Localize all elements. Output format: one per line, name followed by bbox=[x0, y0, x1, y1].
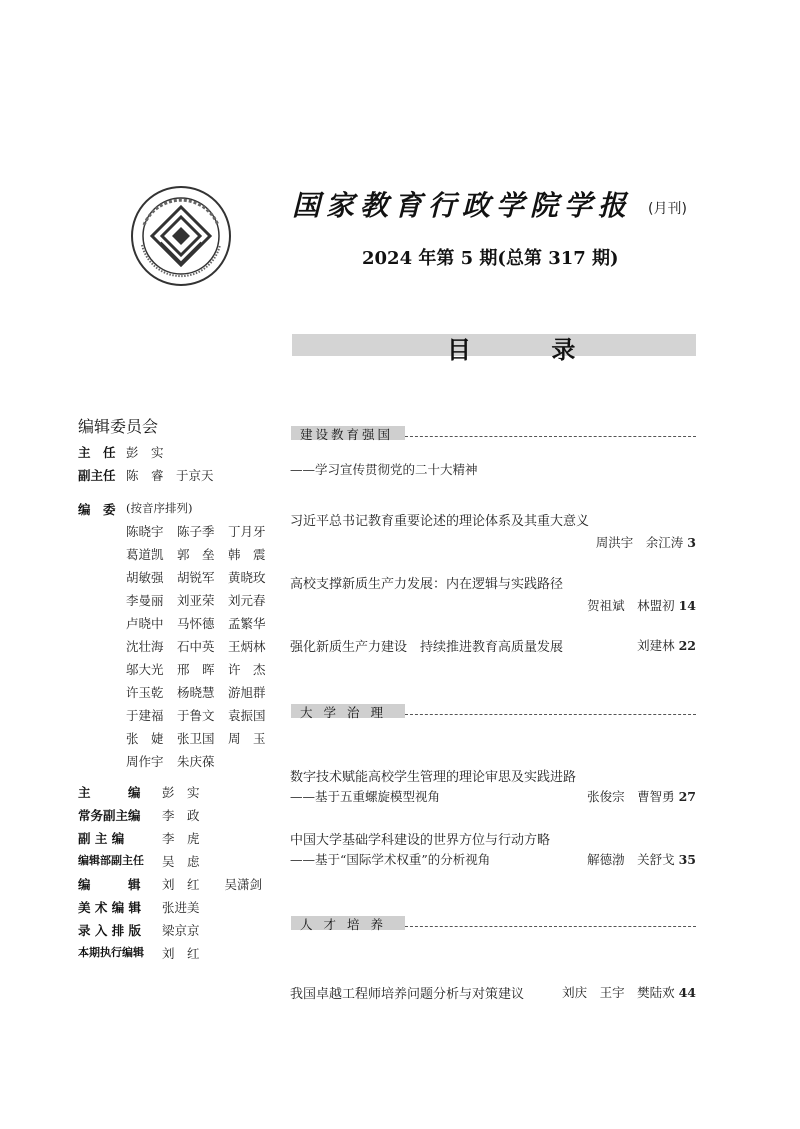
article-meta bbox=[587, 787, 696, 805]
staff-label: 常务副主编 bbox=[78, 808, 141, 823]
article-title[interactable]: 高校支撑新质生产力发展：内在逻辑与实践路径 bbox=[290, 577, 564, 592]
member-name: 丁月牙 bbox=[228, 524, 266, 539]
article-title[interactable]: 中国大学基础学科建设的世界方位与行动方略 bbox=[290, 833, 551, 848]
article-authors: 解德渤 关舒戈 bbox=[587, 852, 675, 867]
member-name: 郭 垒 bbox=[177, 547, 215, 562]
member-row bbox=[126, 568, 276, 586]
member-name: 邬大光 bbox=[126, 662, 164, 677]
section-divider bbox=[405, 926, 696, 927]
member-row bbox=[126, 545, 276, 563]
staff-name: 吴 虑 bbox=[162, 854, 200, 869]
section-name: 人才培养 bbox=[300, 917, 395, 932]
article-row bbox=[290, 787, 696, 805]
article-page: 3 bbox=[687, 535, 696, 550]
article-title[interactable]: 强化新质生产力建设 持续推进教育高质量发展 bbox=[290, 640, 564, 655]
member-name: 卢晓中 bbox=[126, 616, 164, 631]
member-name: 邢 晖 bbox=[177, 662, 215, 677]
article-meta bbox=[587, 850, 696, 868]
board-title: 编辑委员会 bbox=[78, 417, 159, 436]
member-name: 周作宇 bbox=[126, 754, 164, 769]
staff-label: 主 编 bbox=[78, 785, 141, 800]
member-row bbox=[126, 706, 276, 724]
article-row bbox=[290, 850, 696, 868]
article-subtitle: ——基于五重螺旋模型视角 bbox=[290, 789, 441, 804]
director-name: 彭 实 bbox=[126, 445, 164, 460]
article-title[interactable]: 我国卓越工程师培养问题分析与对策建议 bbox=[290, 987, 525, 1002]
staff-name: 彭 实 bbox=[162, 785, 200, 800]
member-name: 沈壮海 bbox=[126, 639, 164, 654]
member-name: 张 婕 bbox=[126, 731, 164, 746]
article-meta bbox=[596, 533, 696, 551]
issue-number: 2024 年第 5 期(总第 317 期) bbox=[362, 248, 619, 269]
article-title[interactable]: 习近平总书记教育重要论述的理论体系及其重大意义 bbox=[290, 514, 590, 529]
article-page: 44 bbox=[678, 985, 696, 1000]
member-name: 石中英 bbox=[177, 639, 215, 654]
member-name: 许 杰 bbox=[228, 662, 266, 677]
member-name: 马怀德 bbox=[177, 616, 215, 631]
member-name: 许玉乾 bbox=[126, 685, 164, 700]
member-row bbox=[126, 660, 276, 678]
member-name: 胡锐军 bbox=[177, 570, 215, 585]
member-row bbox=[126, 522, 276, 540]
staff-label: 副 主 编 bbox=[78, 831, 125, 846]
article-meta bbox=[587, 596, 696, 614]
staff-name: 张进美 bbox=[162, 900, 200, 915]
staff-label: 编辑部副主任 bbox=[78, 854, 144, 867]
staff-label: 录 入 排 版 bbox=[78, 923, 142, 938]
deputy-names: 陈 睿 于京天 bbox=[126, 468, 214, 483]
staff-name: 刘 红 吴潇剑 bbox=[162, 877, 263, 892]
member-name: 葛道凯 bbox=[126, 547, 164, 562]
member-name: 韩 震 bbox=[228, 547, 266, 562]
section-header bbox=[291, 704, 696, 718]
article-page: 27 bbox=[678, 789, 696, 804]
member-name: 袁振国 bbox=[228, 708, 266, 723]
member-row bbox=[126, 591, 276, 609]
member-name: 周 玉 bbox=[228, 731, 266, 746]
staff-label: 美 术 编 辑 bbox=[78, 900, 142, 915]
member-row bbox=[126, 752, 276, 770]
member-name: 于鲁文 bbox=[177, 708, 215, 723]
member-name: 黄晓玫 bbox=[228, 570, 266, 585]
article-row bbox=[290, 636, 696, 655]
section-subtitle: ——学习宣传贯彻党的二十大精神 bbox=[290, 462, 478, 477]
member-name: 张卫国 bbox=[177, 731, 215, 746]
member-row bbox=[126, 614, 276, 632]
member-name: 陈晓宇 bbox=[126, 524, 164, 539]
article-row bbox=[290, 983, 696, 1002]
article-authors: 贺祖斌 林盟初 bbox=[587, 598, 675, 613]
article-authors: 周洪宇 余江涛 bbox=[595, 535, 684, 550]
member-name: 李曼丽 bbox=[126, 593, 164, 608]
article-title[interactable]: 数字技术赋能高校学生管理的理论审思及实践进路 bbox=[290, 770, 577, 785]
member-row bbox=[126, 729, 276, 747]
toc-heading: 目 录 bbox=[447, 336, 612, 364]
article-authors: 刘庆 王宇 樊陆欢 bbox=[562, 985, 675, 1000]
member-name bbox=[228, 752, 276, 770]
member-name: 孟繁华 bbox=[228, 616, 266, 631]
section-header bbox=[291, 426, 696, 440]
member-name: 王炳林 bbox=[228, 639, 266, 654]
article-subtitle: ——基于“国际学术权重”的分析视角 bbox=[290, 852, 491, 867]
section-name: 大学治理 bbox=[300, 705, 395, 720]
article-authors: 刘建林 bbox=[637, 638, 675, 653]
member-name: 杨晓慧 bbox=[177, 685, 215, 700]
staff-label: 本期执行编辑 bbox=[78, 946, 144, 959]
academy-logo bbox=[130, 185, 232, 287]
staff-name: 李 政 bbox=[162, 808, 200, 823]
journal-title: 国家教育行政学院学报 bbox=[292, 189, 633, 222]
member-name: 陈子季 bbox=[177, 524, 215, 539]
section-header bbox=[291, 916, 696, 930]
article-meta bbox=[637, 636, 696, 655]
article-authors: 张俊宗 曹智勇 bbox=[587, 789, 675, 804]
member-name: 游旭群 bbox=[228, 685, 266, 700]
members-label: 编 委 bbox=[78, 502, 116, 517]
staff-name: 李 虎 bbox=[162, 831, 200, 846]
article-page: 35 bbox=[678, 852, 696, 867]
article-meta bbox=[562, 983, 696, 1002]
section-name: 建设教育强国 bbox=[300, 427, 394, 442]
director-label: 主 任 bbox=[78, 445, 116, 460]
deputy-label: 副主任 bbox=[78, 468, 116, 483]
journal-frequency: (月刊) bbox=[648, 201, 687, 217]
article-page: 14 bbox=[678, 598, 696, 613]
staff-label: 编 辑 bbox=[78, 877, 141, 892]
section-divider bbox=[405, 714, 696, 715]
member-name: 于建福 bbox=[126, 708, 164, 723]
section-divider bbox=[405, 436, 696, 437]
member-row bbox=[126, 683, 276, 701]
staff-name: 梁京京 bbox=[162, 923, 200, 938]
staff-name: 刘 红 bbox=[162, 946, 200, 961]
article-page: 22 bbox=[678, 638, 696, 653]
member-row bbox=[126, 637, 276, 655]
member-name: 刘元春 bbox=[228, 593, 266, 608]
member-name: 刘亚荣 bbox=[177, 593, 215, 608]
member-name: 朱庆葆 bbox=[177, 754, 215, 769]
members-note: (按音序排列) bbox=[126, 501, 193, 515]
member-name: 胡敏强 bbox=[126, 570, 164, 585]
